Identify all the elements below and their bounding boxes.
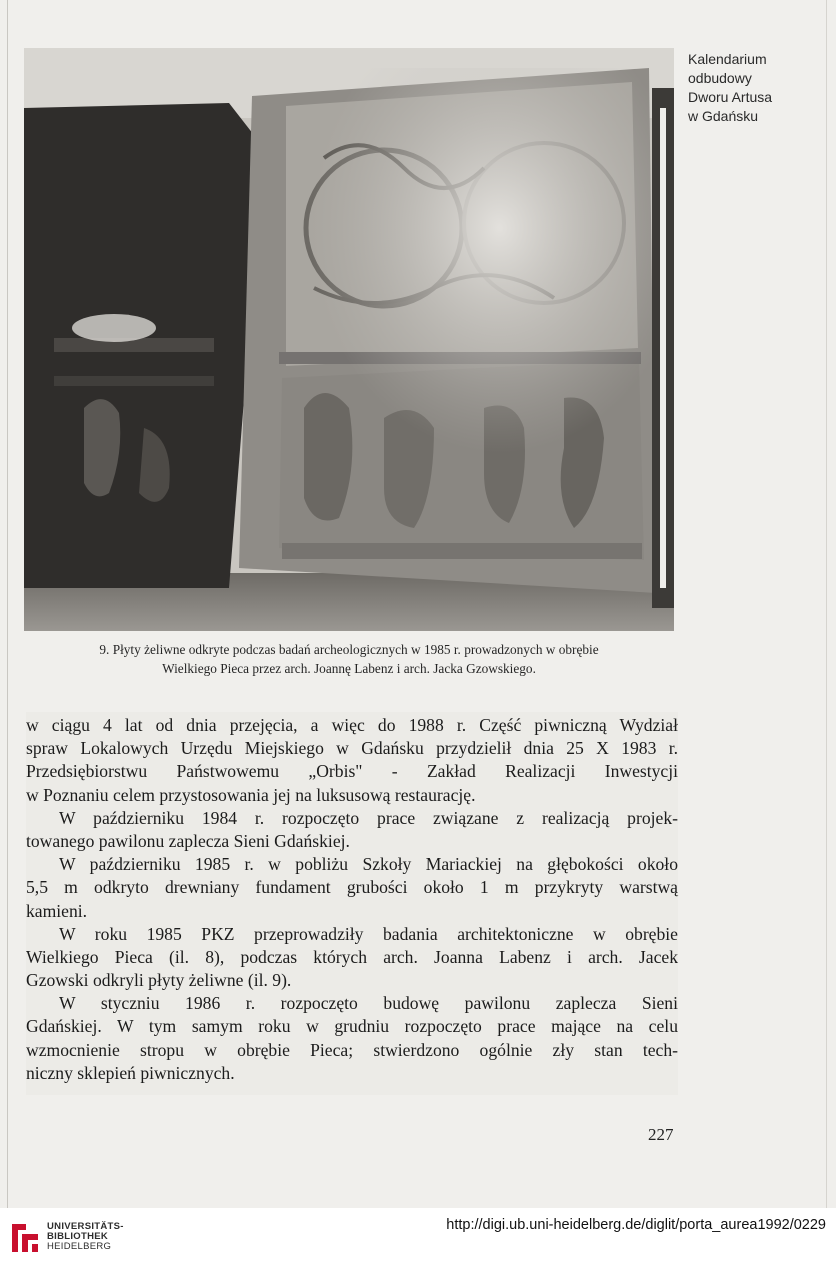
figure-caption [24, 640, 674, 678]
body-line: w Poznaniu celem przystosowania jej na luksusową restaurację. [26, 784, 476, 805]
body-line: Przedsiębiorstwu Państwowemu „Orbis" - Zakład Realizacji Inwestycji [26, 761, 678, 782]
margin-note-line: Dworu Artusa [688, 89, 773, 105]
margin-note [688, 50, 818, 126]
caption-line: Wielkiego Pieca przez arch. Joannę Labenz i arch. Jacka Gzowskiego. [162, 661, 536, 676]
library-name-line: BIBLIOTHEK [47, 1231, 109, 1242]
caption-line: 9. Płyty żeliwne odkryte podczas badań archeologicznych w 1985 r. prowadzonych w obrębie [99, 642, 599, 657]
body-line: wzmocnienie stropu w obrębie Pieca; stwierdzono ogólnie zły stan tech- [26, 1039, 678, 1060]
body-line: W styczniu 1986 r. rozpoczęto budowę pawilonu zaplecza Sieni [59, 993, 678, 1014]
body-text [26, 712, 678, 1095]
body-line: 5,5 m odkryto drewniany fundament grubości około 1 m przykryty warstwą [26, 877, 678, 898]
body-line: W roku 1985 PKZ przeprowadziły badania architektoniczne w obrębie [59, 923, 678, 944]
body-line: towanego pawilonu zaplecza Sieni Gdańskiej. [26, 830, 350, 851]
body-line: niczny sklepień piwnicznych. [26, 1062, 235, 1083]
digitization-url-link[interactable]: http://digi.ub.uni-heidelberg.de/diglit/porta_aurea1992/0229 [446, 1217, 826, 1233]
body-line: Gzowski odkryli płyty żeliwne (il. 9). [26, 970, 292, 991]
page-edge-rule [7, 0, 8, 1208]
ub-heidelberg-logo-icon[interactable] [8, 1218, 42, 1258]
digitization-footer [0, 1208, 836, 1269]
library-name [47, 1222, 124, 1252]
margin-note-line: Kalendarium [688, 51, 767, 67]
page-gutter-rule [826, 0, 827, 1208]
library-name-line: UNIVERSITÄTS- [47, 1221, 124, 1232]
body-line: Gdańskiej. W tym samym roku w grudniu rozpoczęto prace mające na celu [26, 1016, 678, 1037]
body-line: Wielkiego Pieca (il. 8), podczas których arch. Joanna Labenz i arch. Jacek [26, 946, 678, 967]
body-line: spraw Lokalowych Urzędu Miejskiego w Gdańsku przydzielił dnia 25 X 1983 r. [26, 738, 678, 759]
body-line: kamieni. [26, 900, 88, 921]
margin-note-line: odbudowy [688, 70, 752, 86]
figure-photo-cast-iron-plates [24, 48, 674, 631]
library-name-line: HEIDELBERG [47, 1241, 112, 1252]
body-line: W październiku 1985 r. w pobliżu Szkoły Mariackiej na głębokości około [59, 854, 678, 875]
margin-note-line: w Gdańsku [688, 108, 759, 124]
page-number: 227 [648, 1125, 674, 1144]
body-line: W październiku 1984 r. rozpoczęto prace związane z realizacją projek- [59, 807, 678, 828]
body-line: w ciągu 4 lat od dnia przejęcia, a więc do 1988 r. Część piwniczną Wydział [26, 715, 678, 735]
